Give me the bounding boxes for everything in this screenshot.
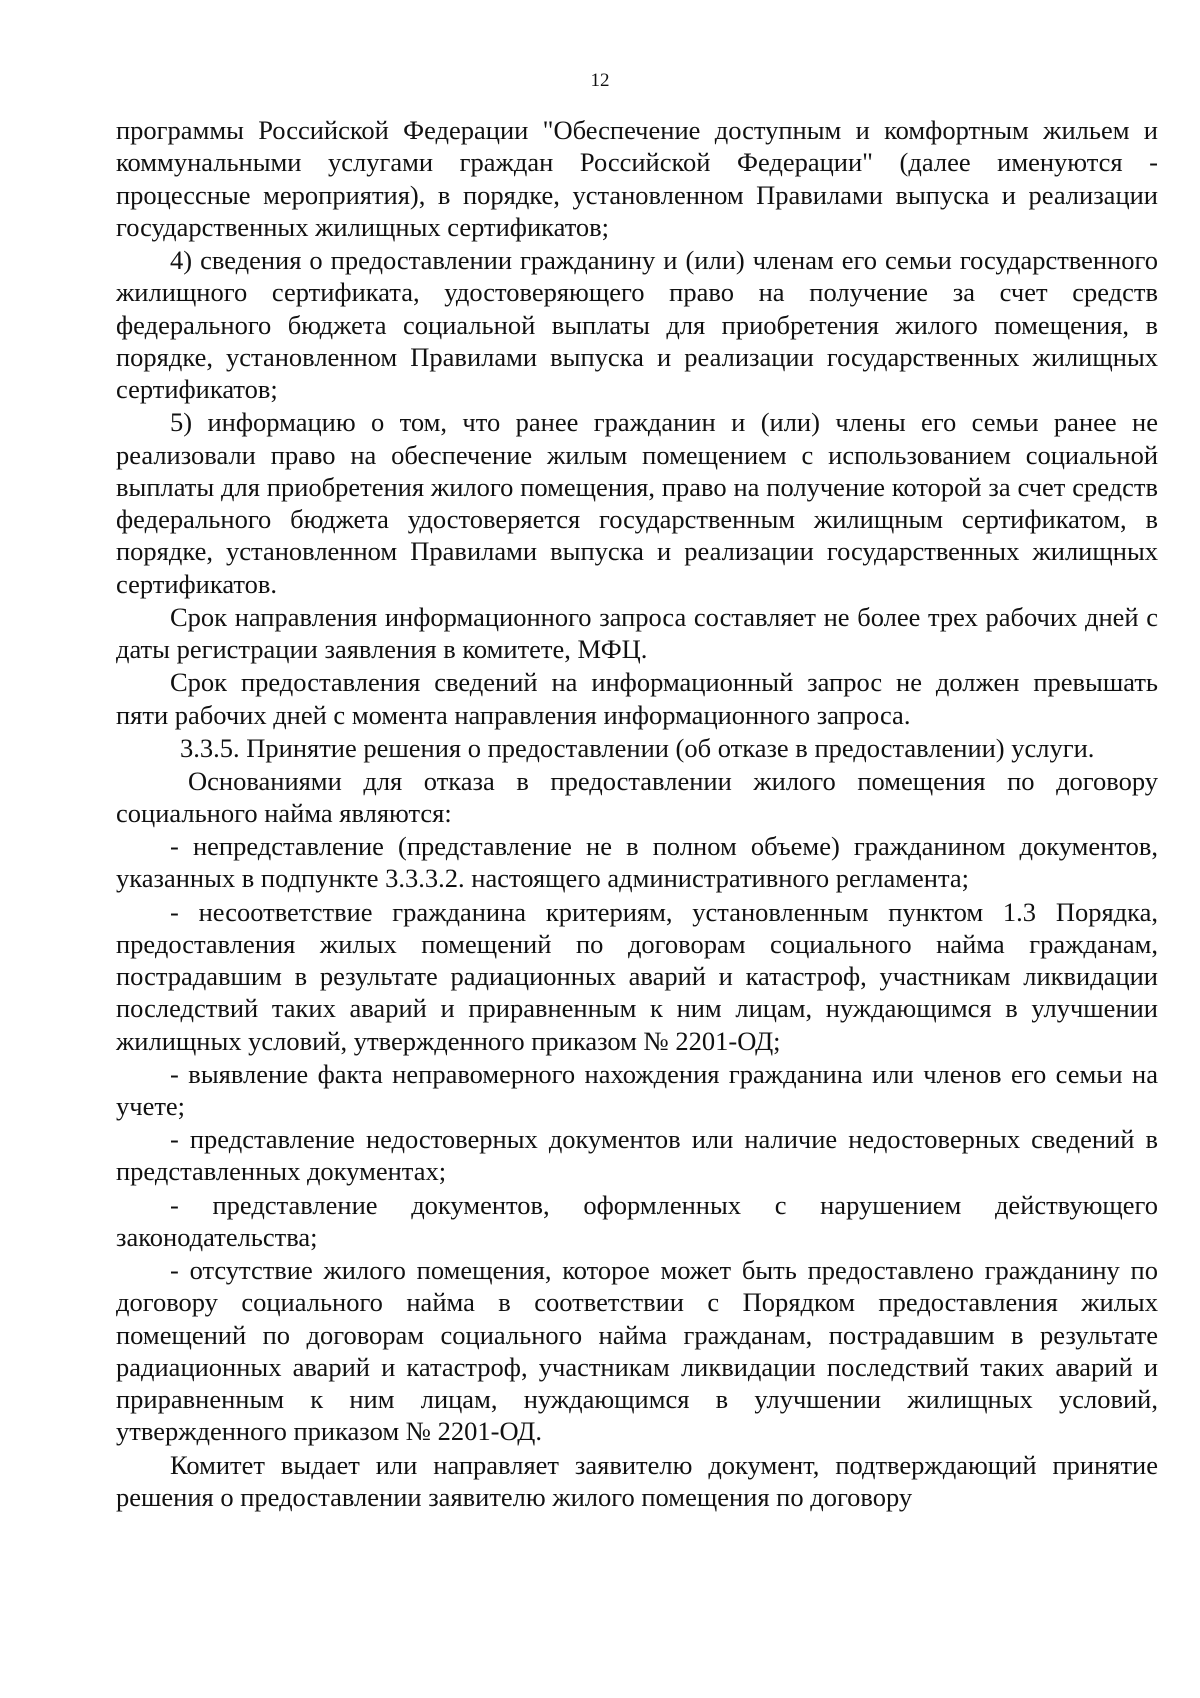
paragraph-request-term: Срок направления информационного запроса составляет не более трех рабочих дней с даты регистрации заявления в комитете, МФЦ.	[116, 601, 1158, 665]
list-item-refusal-1: - непредставление (представление не в полном объеме) гражданином документов, указанных в подпункте 3.3.3.2. настоящего административного регламента;	[116, 831, 1158, 894]
paragraph-committee-decision: Комитет выдает или направляет заявителю документ, подтверждающий принятие решения о предоставлении заявителю жилого помещения по договору	[116, 1449, 1158, 1512]
page-number: 12	[590, 70, 610, 91]
list-item-refusal-4: - представление недостоверных документов или наличие недостоверных сведений в представленных документах;	[116, 1124, 1158, 1187]
paragraph-response-term: Срок предоставления сведений на информационный запрос не должен превышать пяти рабочих дней с момента направления информационного запроса.	[116, 667, 1158, 730]
paragraph-refusal-grounds: Основаниями для отказа в предоставлении жилого помещения по договору социального найма являются:	[116, 765, 1158, 829]
document-body	[116, 114, 1158, 1514]
section-heading-3-3-5: 3.3.5. Принятие решения о предоставлении (об отказе в предоставлении) услуги.	[180, 732, 1095, 763]
paragraph-continuation: программы Российской Федерации "Обеспечение доступным и комфортным жильем и коммунальными услугами граждан Российской Федерации" (далее именуются - процессные мероприятия), в порядке, установленном Правилами выпуска и реализации государственных жилищных сертификатов;	[116, 115, 1158, 242]
paragraph-item-4: 4) сведения о предоставлении гражданину и (или) членам его семьи государственного жилищного сертификата, удостоверяющего право на получение за счет средств федерального бюджета социальной выплаты для приобретения жилого помещения, в порядке, установленном Правилами выпуска и реализации государственных жилищных сертификатов;	[116, 244, 1158, 405]
list-item-refusal-3: - выявление факта неправомерного нахождения гражданина или членов его семьи на учете;	[116, 1058, 1158, 1122]
list-item-refusal-5: - представление документов, оформленных с нарушением действующего законодательства;	[116, 1189, 1158, 1252]
list-item-refusal-6: - отсутствие жилого помещения, которое может быть предоставлено гражданину по договору социального найма в соответствии с Порядком предоставления жилых помещений по договорам социального найма гражданам, пострадавшим в результате радиационных аварий и катастроф, участникам ликвидации последствий таких аварий и приравненным к ним лицам, нуждающимся в улучшении жилищных условий, утвержденного приказом № 2201-ОД.	[116, 1254, 1158, 1447]
list-item-refusal-2: - несоответствие гражданина критериям, установленным пунктом 1.3 Порядка, предоставления жилых помещений по договорам социального найма гражданам, пострадавшим в результате радиационных аварий и катастроф, участникам ликвидации последствий таких аварий и приравненным к ним лицам, нуждающимся в улучшении жилищных условий, утвержденного приказом № 2201-ОД;	[116, 896, 1158, 1056]
paragraph-item-5: 5) информацию о том, что ранее гражданин и (или) члены его семьи ранее не реализовали право на обеспечение жилым помещением с использованием социальной выплаты для приобретения жилого помещения, право на получение которой за счет средств федерального бюджета удостоверяется государственным жилищным сертификатом, в порядке, установленном Правилами выпуска и реализации государственных жилищных сертификатов.	[116, 407, 1158, 599]
